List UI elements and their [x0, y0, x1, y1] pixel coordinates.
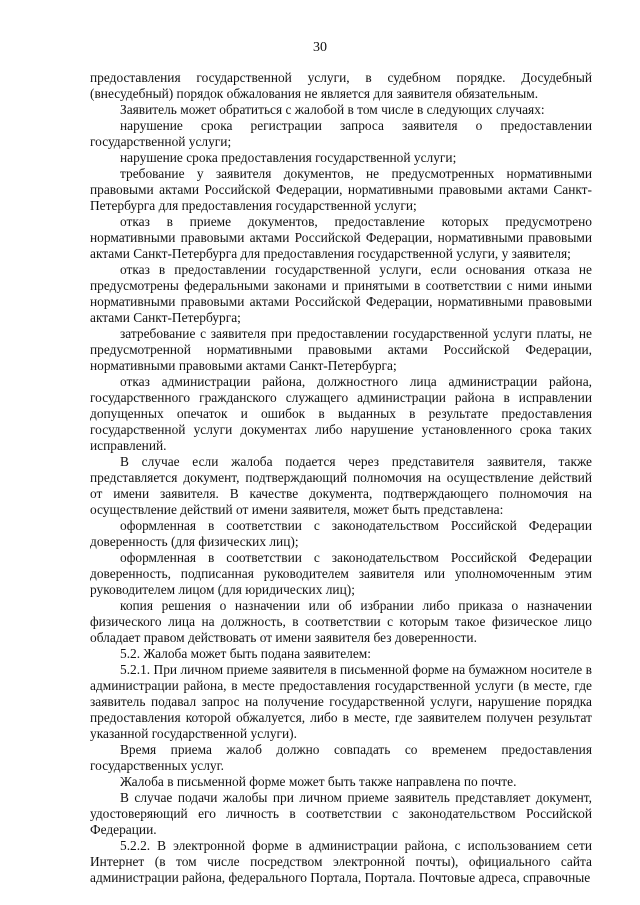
paragraph: Жалоба в письменной форме может быть также направлена по почте. [120, 774, 517, 789]
paragraph: нарушение срока регистрации запроса заявителя о предоставлении государственной услуги; [90, 118, 592, 149]
page-number: 30 [313, 40, 327, 55]
paragraph: 5.2. Жалоба может быть подана заявителем: [120, 646, 371, 661]
paragraph: нарушение срока предоставления государственной услуги; [120, 150, 457, 165]
paragraph: Время приема жалоб должно совпадать со временем предоставления государственных услуг. [90, 742, 592, 773]
paragraph: В случае если жалоба подается через представителя заявителя, также представляется документ, подтверждающий полномочия на осуществление действий от имени заявителя. В качестве документа, подтверждающего полномочия на осуществление действий от имени заявителя, может быть представлена: [90, 454, 592, 517]
paragraph: 5.2.2. В электронной форме в администрации района, с использованием сети Интернет (в том числе посредством электронной почты), официального сайта администрации района, федерального Портала, Портала. Почтовые адреса, справочные [90, 838, 592, 885]
paragraph: Заявитель может обратиться с жалобой в том числе в следующих случаях: [120, 102, 545, 117]
paragraph: оформленная в соответствии с законодательством Российской Федерации доверенность, подписанная руководителем заявителя или уполномоченным этим руководителем лицом (для юридических лиц); [90, 550, 592, 597]
paragraph: предоставления государственной услуги, в судебном порядке. Досудебный (внесудебный) порядок обжалования не является для заявителя обязательным. [90, 70, 592, 101]
paragraph: В случае подачи жалобы при личном приеме заявитель представляет документ, удостоверяющий его личность в соответствии с законодательством Российской Федерации. [90, 790, 592, 837]
paragraph: оформленная в соответствии с законодательством Российской Федерации доверенность (для физических лиц); [90, 518, 592, 549]
paragraph: затребование с заявителя при предоставлении государственной услуги платы, не предусмотренной нормативными правовыми актами Российской Федерации, нормативными правовыми актами Санкт-Петербурга; [90, 326, 592, 373]
paragraph: копия решения о назначении или об избрании либо приказа о назначении физического лица на должность, в соответствии с которым такое физическое лицо обладает правом действовать от имени заявителя без доверенности. [90, 598, 592, 645]
paragraph: отказ администрации района, должностного лица администрации района, государственного гражданского служащего администрации района в исправлении допущенных опечаток и ошибок в выданных в результате предоставления государственной услуги документах либо нарушение установленного срока таких исправлений. [90, 374, 592, 453]
body-text [90, 70, 592, 886]
paragraph: 5.2.1. При личном приеме заявителя в письменной форме на бумажном носителе в администрации района, в месте предоставления государственной услуги (в месте, где заявитель подавал запрос на получение государственной услуги, нарушение порядка предоставления которой обжалуется, либо в месте, где заявителем получен результат указанной государственной услуги). [90, 662, 592, 741]
paragraph: отказ в предоставлении государственной услуги, если основания отказа не предусмотрены федеральными законами и принятыми в соответствии с ними иными нормативными правовыми актами Российской Федерации, нормативными правовыми актами Санкт-Петербурга; [90, 262, 592, 325]
paragraph: требование у заявителя документов, не предусмотренных нормативными правовыми актами Российской Федерации, нормативными правовыми актами Санкт-Петербурга для предоставления государственной услуги; [90, 166, 592, 213]
paragraph: отказ в приеме документов, предоставление которых предусмотрено нормативными правовыми актами Российской Федерации, нормативными правовыми актами Санкт-Петербурга для предоставления государственной услуги, у заявителя; [90, 214, 592, 261]
